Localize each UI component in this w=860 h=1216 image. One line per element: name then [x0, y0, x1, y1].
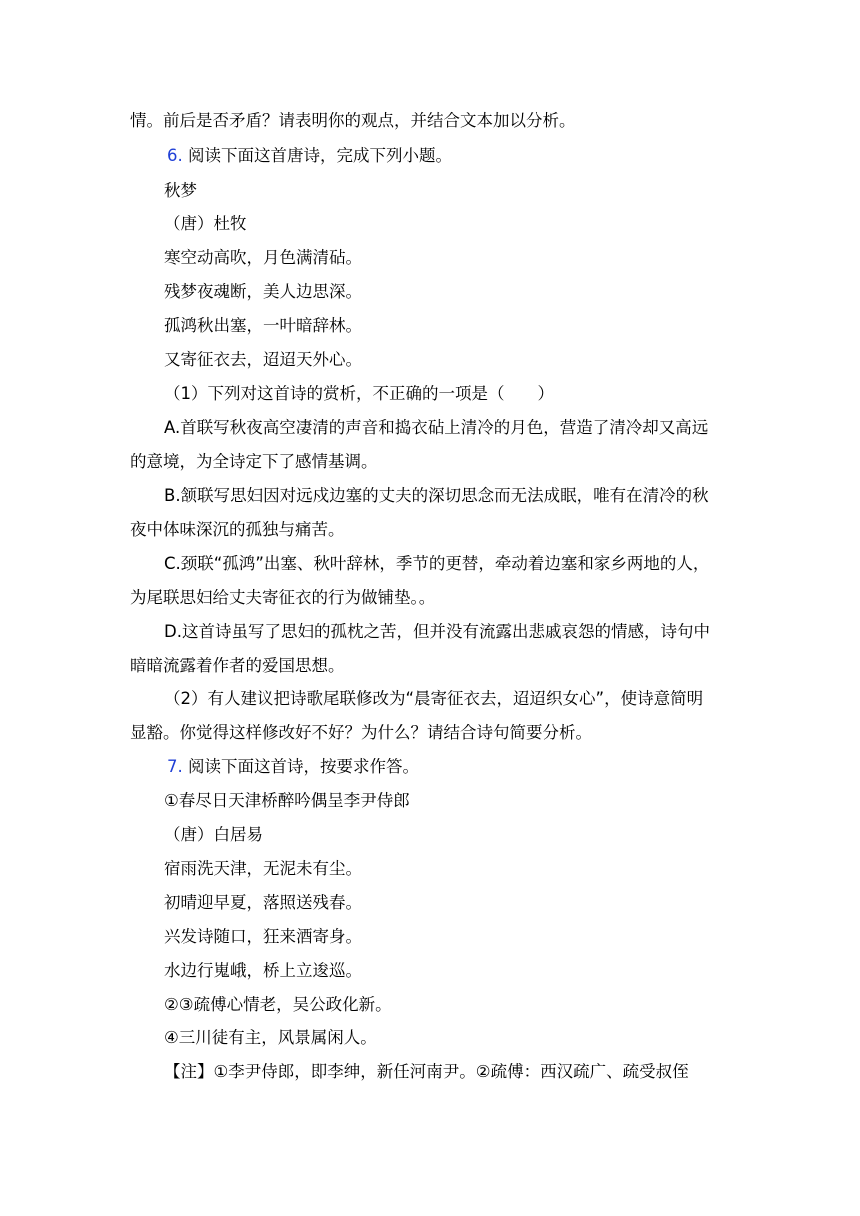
question-number: 6. — [167, 146, 183, 165]
poem-note: 【注】①李尹侍郎，即李绅，新任河南尹。②疏傅：西汉疏广、疏受叔侄 — [164, 1062, 689, 1081]
option-d-cont: 暗暗流露着作者的爱国思想。 — [130, 656, 345, 675]
continued-question-text: 情。前后是否矛盾？请表明你的观点，并结合文本加以分析。 — [130, 111, 576, 130]
sub-question-2-cont: 显豁。你觉得这样修改好不好？为什么？请结合诗句简要分析。 — [130, 723, 592, 742]
option-a: A.首联写秋夜高空凄清的声音和捣衣砧上清冷的月色，营造了清冷却又高远 — [164, 418, 709, 437]
poem-title: ①春尽日天津桥醉吟偶呈李尹侍郎 — [164, 791, 410, 810]
poem-line: 孤鸿秋出塞，一叶暗辞林。 — [164, 316, 362, 335]
option-a-cont: 的意境，为全诗定下了感情基调。 — [130, 452, 378, 471]
poem-line: 水边行嵬峨，桥上立逡巡。 — [164, 961, 362, 980]
option-c: C.颈联“孤鸿”出塞、秋叶辞林，季节的更替，牵动着边塞和家乡两地的人， — [164, 554, 710, 573]
question-7-header — [167, 756, 419, 778]
poem-line: ④三川徒有主，风景属闲人。 — [164, 1028, 377, 1047]
question-prompt: 阅读下面这首唐诗，完成下列小题。 — [188, 146, 452, 165]
poem-author: （唐）杜牧 — [164, 214, 247, 233]
poem-author: （唐）白居易 — [164, 825, 263, 844]
poem-line: ②③疏傅心情老，吴公政化新。 — [164, 995, 392, 1014]
sub-question-2: （2）有人建议把诗歌尾联修改为“晨寄征衣去，迢迢织女心”，使诗意简明 — [164, 689, 704, 708]
poem-line: 初晴迎早夏，落照送残春。 — [164, 893, 362, 912]
poem-line: 宿雨洗天津，无泥未有尘。 — [164, 859, 362, 878]
question-number: 7. — [167, 757, 183, 776]
poem-line: 残梦夜魂断，美人边思深。 — [164, 282, 362, 301]
option-b: B.颔联写思妇因对远戍边塞的丈夫的深切思念而无法成眠，唯有在清冷的秋 — [164, 486, 709, 505]
poem-title: 秋梦 — [164, 181, 197, 200]
poem-line: 又寄征衣去，迢迢天外心。 — [164, 350, 362, 369]
option-c-cont: 为尾联思妇给丈夫寄征衣的行为做铺垫。。 — [130, 588, 436, 607]
poem-line: 寒空动高吹，月色满清砧。 — [164, 248, 362, 267]
question-6-header — [167, 145, 452, 167]
sub-question-1: （1）下列对这首诗的赏析，不正确的一项是（ ） — [164, 384, 554, 403]
option-b-cont: 夜中体味深沉的孤独与痛苦。 — [130, 520, 345, 539]
question-prompt: 阅读下面这首诗，按要求作答。 — [188, 757, 419, 776]
poem-line: 兴发诗随口，狂来酒寄身。 — [164, 927, 362, 946]
option-d: D.这首诗虽写了思妇的孤枕之苦，但并没有流露出悲戚哀怨的情感，诗句中 — [164, 622, 710, 641]
